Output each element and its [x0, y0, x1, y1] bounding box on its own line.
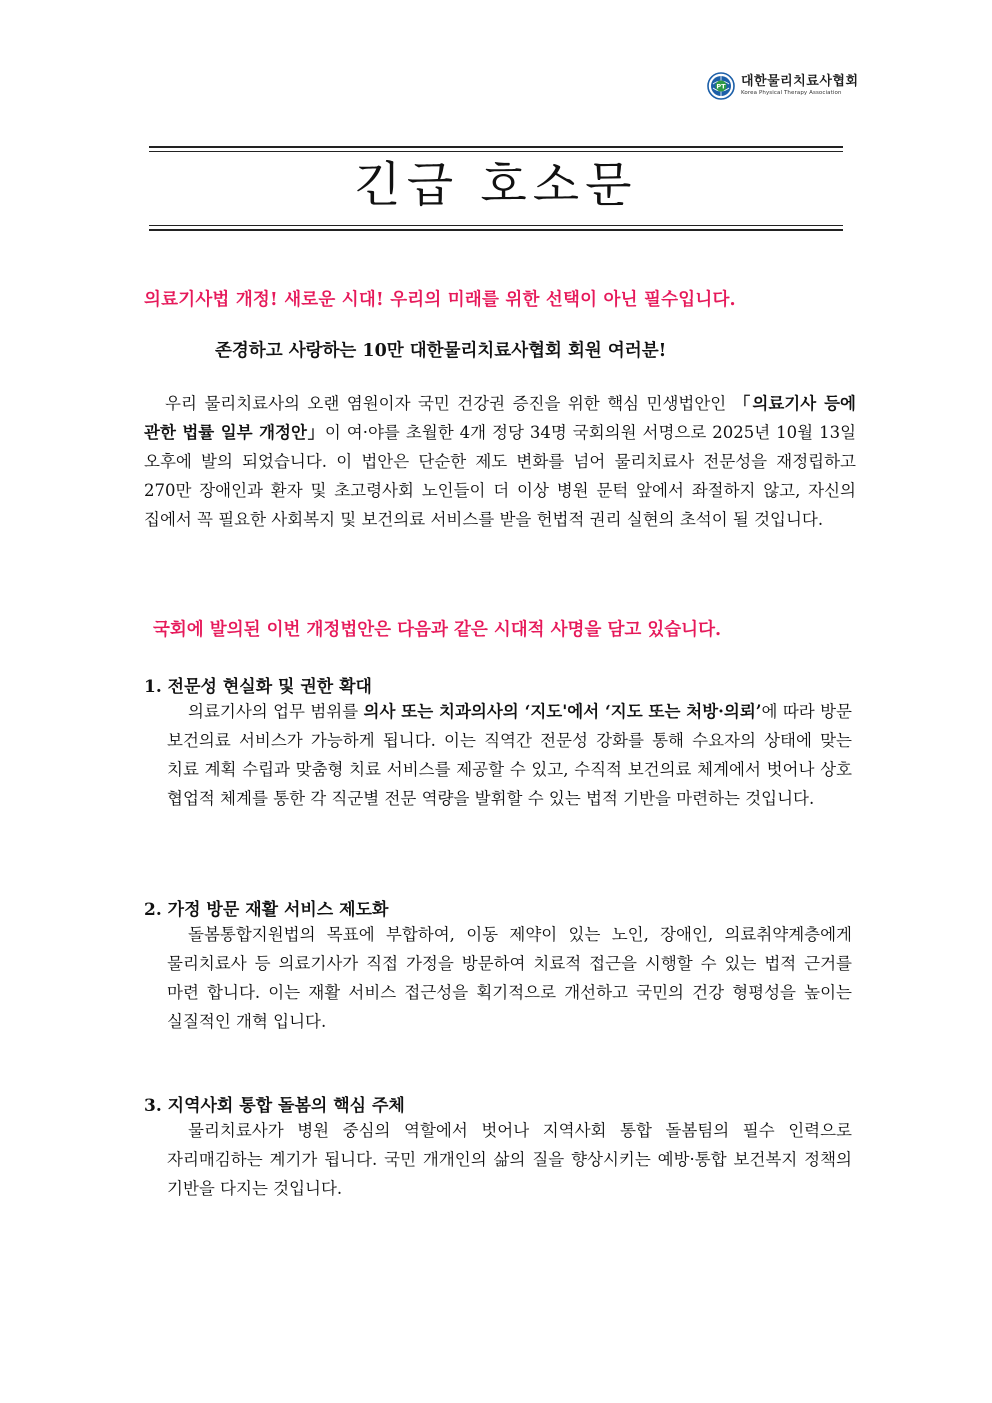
intro-paragraph [144, 389, 856, 534]
title-bottom-rule [149, 225, 843, 231]
section-2-title: 2. 가정 방문 재활 서비스 제도화 [144, 900, 389, 920]
page-title: 긴급 호소문 [354, 157, 638, 213]
intro-after: 이 여·야를 초월한 4개 정당 34명 국회의원 서명으로 2025년 10월 13일 오후에 발의 되었습니다. 이 법안은 단순한 제도 변화를 넘어 물리치료사 전문성을 재정립하고 270만 장애인과 환자 및 초고령사회 노인들이 더 이상 병원 문턱 앞에서 좌절하지 않고, 자신의 집에서 꼭 필요한 사회복지 및 보건의료 서비스를 받을 헌법적 권리 실현의 초석이 될 것입니다. [144, 423, 857, 529]
section-1-body-bold: 의사 또는 치과의사의 ‘지도'에서 ‘지도 또는 처방·의뢰’ [363, 702, 762, 721]
greeting: 존경하고 사랑하는 10만 대한물리치료사협회 회원 여러분! [215, 341, 667, 361]
section-1-body-post: 에 따라 방문 보건의료 서비스가 가능하게 됩니다. 이는 직역간 전문성 강화를 통해 수요자의 상태에 맞는 치료 계획 수립과 맞춤형 치료 서비스를 제공할 수 있고, 수직적 보건의료 체계에서 벗어나 상호 협업적 체계를 통한 각 직군별 전문 역량을 발휘할 수 있는 법적 기반을 마련하는 것입니다. [167, 702, 852, 808]
logo-name-en: Korea Physical Therapy Association [741, 90, 842, 97]
mission-heading: 국회에 발의된 이번 개정법안은 다음과 같은 시대적 사명을 담고 있습니다. [153, 620, 722, 640]
section-3-title: 3. 지역사회 통합 돌봄의 핵심 주체 [144, 1096, 405, 1116]
association-emblem-icon [707, 72, 735, 100]
section-1-body-pre: 의료기사의 업무 범위를 [188, 702, 364, 721]
section-1-title: 1. 전문성 현실화 및 권한 확대 [144, 677, 372, 697]
section-1-body [167, 697, 852, 813]
emblem-text: PT [716, 82, 726, 91]
section-2-body [167, 920, 852, 1036]
bill-name: 「의료기사 등에 관한 법률 일부 개정안」 [144, 394, 856, 442]
headline: 의료기사법 개정! 새로운 시대! 우리의 미래를 위한 선택이 아닌 필수입니다. [144, 290, 736, 310]
intro-before: 우리 물리치료사의 오랜 염원이자 국민 건강권 증진을 위한 핵심 민생법안인 [165, 394, 734, 413]
logo-name-ko: 대한물리치료사협회 [741, 74, 859, 90]
section-3-body-text: 물리치료사가 병원 중심의 역할에서 벗어나 지역사회 통합 돌봄팀의 필수 인력으로 자리매김하는 계기가 됩니다. 국민 개개인의 삶의 질을 향상시키는 예방·통합 보건복지 정책의 기반을 다지는 것입니다. [167, 1121, 852, 1198]
section-2-body-text: 돌봄통합지원법의 목표에 부합하여, 이동 제약이 있는 노인, 장애인, 의료취약계층에게 물리치료사 등 의료기사가 직접 가정을 방문하여 치료적 접근을 시행할 수 있는 법적 근거를 마련 합니다. 이는 재활 서비스 접근성을 획기적으로 개선하고 국민의 건강 형평성을 높이는 실질적인 개혁 입니다. [167, 925, 852, 1031]
section-3-body [167, 1116, 852, 1203]
association-logo [707, 72, 859, 100]
